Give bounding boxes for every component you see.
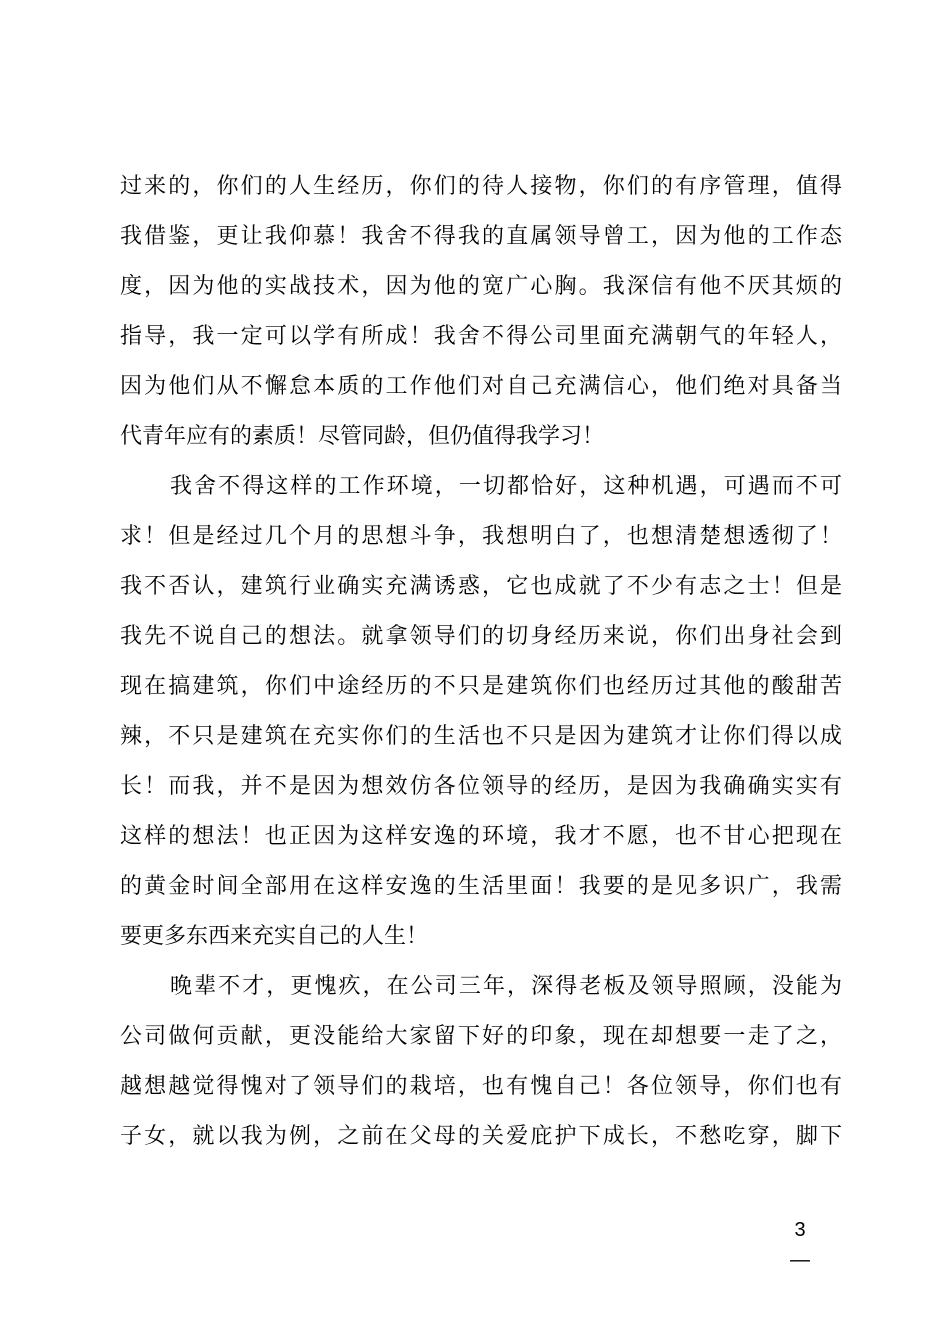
text-line: 要更多东西来充实自己的人生！ xyxy=(120,924,429,949)
text-line: 越想越觉得愧对了领导们的栽培，也有愧自己！各位领导，你们也有 xyxy=(120,1074,842,1099)
text-line: 这样的想法！也正因为这样安逸的环境，我才不愿，也不甘心把现在 xyxy=(120,824,842,849)
text-line: 过来的，你们的人生经历，你们的待人接物，你们的有序管理，值得 xyxy=(120,174,842,199)
text-line: 现在搞建筑，你们中途经历的不只是建筑你们也经历过其他的酸甜苦 xyxy=(120,674,842,699)
text-line: 我先不说自己的想法。就拿领导们的切身经历来说，你们出身社会到 xyxy=(120,624,842,649)
text-line: 公司做何贡献，更没能给大家留下好的印象，现在却想要一走了之， xyxy=(120,1024,842,1049)
text-line: 晚辈不才，更愧疚，在公司三年，深得老板及领导照顾，没能为 xyxy=(170,974,842,999)
text-line: 的黄金时间全部用在这样安逸的生活里面！我要的是见多识广，我需 xyxy=(120,874,842,899)
text-line: 辣，不只是建筑在充实你们的生活也不只是因为建筑才让你们得以成 xyxy=(120,724,842,749)
text-line: 我借鉴，更让我仰慕！我舍不得我的直属领导曾工，因为他的工作态 xyxy=(120,224,842,249)
text-line: 子女，就以我为例，之前在父母的关爱庇护下成长，不愁吃穿，脚下 xyxy=(120,1124,842,1149)
text-line: 代青年应有的素质！尽管同龄，但仍值得我学习！ xyxy=(120,424,605,449)
text-line: 度，因为他的实战技术，因为他的宽广心胸。我深信有他不厌其烦的 xyxy=(120,274,842,299)
text-line: 求！但是经过几个月的思想斗争，我想明白了，也想清楚想透彻了！ xyxy=(120,524,842,549)
text-line: 我不否认，建筑行业确实充满诱惑，它也成就了不少有志之士！但是 xyxy=(120,574,842,599)
text-line: 因为他们从不懈怠本质的工作他们对自己充满信心，他们绝对具备当 xyxy=(120,374,842,399)
page-number: 3 xyxy=(794,1219,806,1241)
text-line: 我舍不得这样的工作环境，一切都恰好，这种机遇，可遇而不可 xyxy=(170,474,842,499)
page-number-dash: — xyxy=(790,1249,810,1271)
text-line: 指导，我一定可以学有所成！我舍不得公司里面充满朝气的年轻人， xyxy=(120,324,842,349)
text-line: 长！而我，并不是因为想效仿各位领导的经历，是因为我确确实实有 xyxy=(120,774,842,799)
